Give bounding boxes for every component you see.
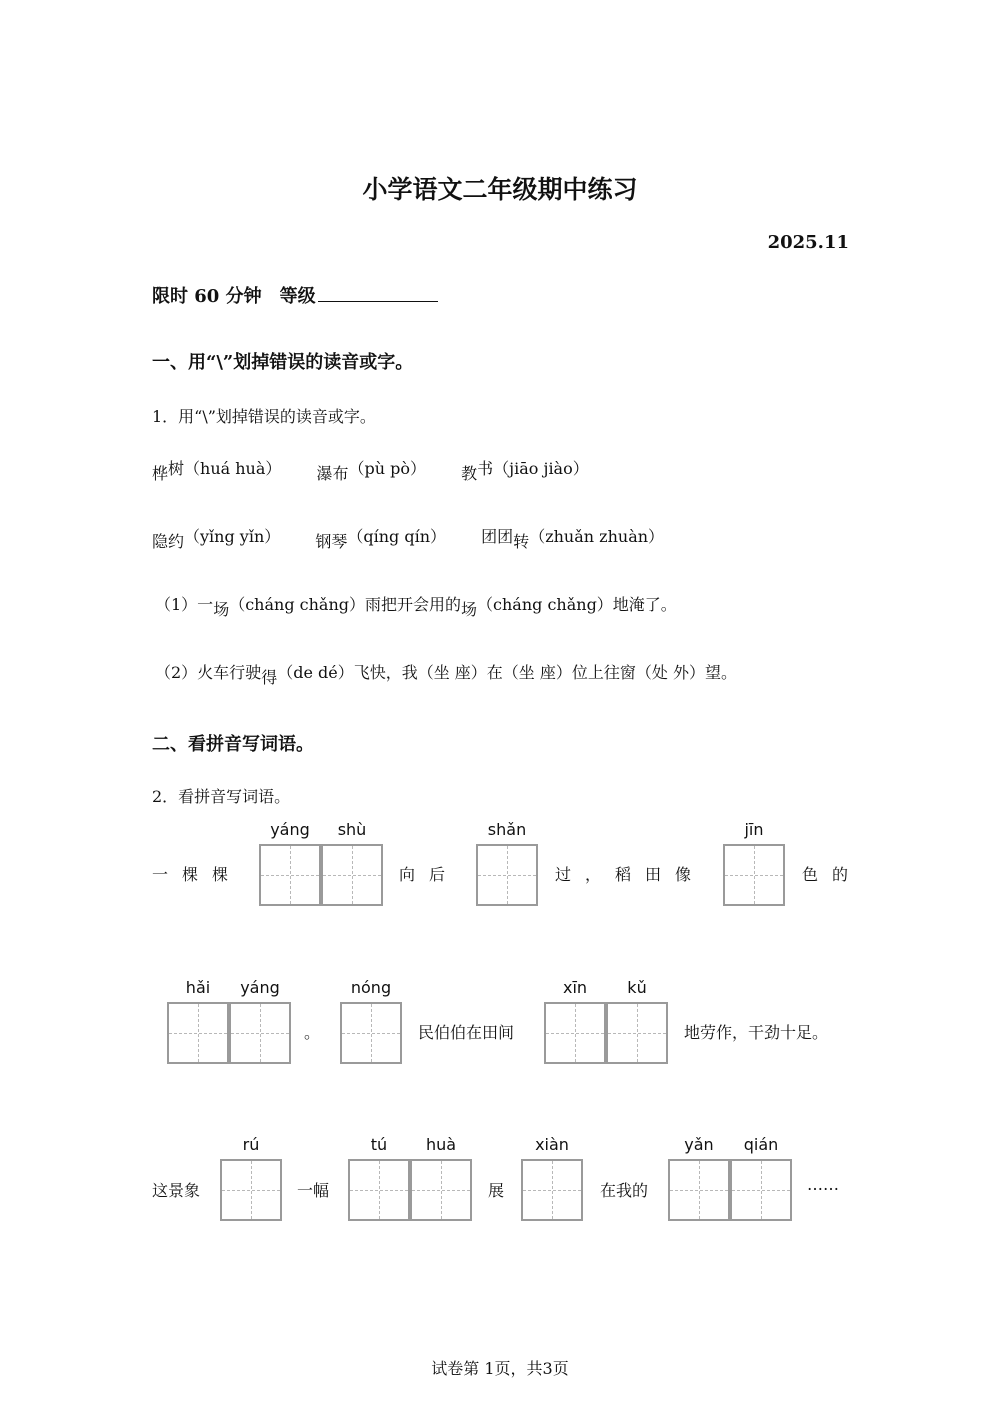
writing-box[interactable] <box>348 1159 410 1221</box>
writing-box[interactable] <box>730 1159 792 1221</box>
word-item: 团团转（zhuǎn zhuàn） <box>481 527 665 551</box>
time-limit-line <box>152 282 438 308</box>
pinyin-label: xiàn <box>535 1135 569 1154</box>
time-limit-label: 限时 60 分钟 等级 <box>152 286 316 307</box>
writing-box[interactable] <box>606 1002 668 1064</box>
writing-box[interactable] <box>723 844 785 906</box>
given-text: 这景象 <box>152 1181 201 1200</box>
pinyin-label: xīn <box>562 978 588 997</box>
given-text: 色的 <box>802 865 863 884</box>
given-text: 民伯伯在田间 <box>418 1023 515 1042</box>
question-1: 1．用“\”划掉错误的读音或字。 <box>152 407 376 426</box>
page-footer: 试卷第 1页，共3页 <box>431 1359 569 1378</box>
given-text: 一幅 <box>297 1181 330 1200</box>
writing-box[interactable] <box>544 1002 606 1064</box>
pinyin-label: rú <box>242 1135 260 1154</box>
section-2-heading: 二、看拼音写词语。 <box>152 734 314 755</box>
word-item: 瀑布（pù pò） <box>316 459 427 483</box>
given-text: 过，稻田像 <box>555 865 706 884</box>
pinyin-label: jīn <box>744 820 764 839</box>
pinyin-row-2 <box>152 524 694 551</box>
page-title: 小学语文二年级期中练习 <box>362 175 638 204</box>
word-item: 教书（jiāo jiào） <box>461 459 589 483</box>
given-text: 向后 <box>399 865 460 884</box>
pinyin-label: huà <box>425 1135 457 1154</box>
writing-box[interactable] <box>220 1159 282 1221</box>
exam-date: 2025.11 <box>767 232 849 253</box>
given-text: 展 <box>488 1181 505 1200</box>
pinyin-label: qián <box>743 1135 779 1154</box>
writing-box[interactable] <box>476 844 538 906</box>
writing-box[interactable] <box>668 1159 730 1221</box>
given-text: 。 <box>304 1023 321 1042</box>
writing-box[interactable] <box>167 1002 229 1064</box>
grade-blank[interactable] <box>318 283 438 302</box>
writing-box[interactable] <box>321 844 383 906</box>
word-item: 桦树（huá huà） <box>152 459 282 483</box>
pinyin-label: nóng <box>350 978 392 997</box>
sentence-2: （2）火车行驶得（de dé）飞快，我（坐 座）在（坐 座）位上往窗（处 外）望。 <box>155 663 737 687</box>
writing-box[interactable] <box>521 1159 583 1221</box>
word-item: 钢琴（qíng qín） <box>315 527 447 551</box>
section-1-heading: 一、用“\”划掉错误的读音或字。 <box>152 352 414 373</box>
writing-box[interactable] <box>229 1002 291 1064</box>
question-2: 2．看拼音写词语。 <box>152 787 291 806</box>
pinyin-label: kǔ <box>627 978 647 997</box>
given-text: …… <box>807 1175 839 1194</box>
pinyin-row-1 <box>152 456 619 483</box>
given-text: 地劳作，干劲十足。 <box>684 1023 829 1042</box>
pinyin-label: yáng <box>240 978 280 997</box>
word-item: 隐约（yǐng yǐn） <box>152 527 281 551</box>
writing-box[interactable] <box>340 1002 402 1064</box>
pinyin-label: shù <box>337 820 367 839</box>
writing-box[interactable] <box>259 844 321 906</box>
given-text: 在我的 <box>600 1181 649 1200</box>
pinyin-label: yǎn <box>684 1135 714 1154</box>
pinyin-label: tú <box>370 1135 388 1154</box>
sentence-1: （1）一场（cháng chǎng）雨把开会用的场（cháng chǎng）地淹了。 <box>155 595 677 619</box>
given-text: 一棵棵 <box>152 865 243 884</box>
pinyin-label: hǎi <box>185 978 211 997</box>
pinyin-label: yáng <box>270 820 310 839</box>
writing-box[interactable] <box>410 1159 472 1221</box>
pinyin-label: shǎn <box>487 820 527 839</box>
